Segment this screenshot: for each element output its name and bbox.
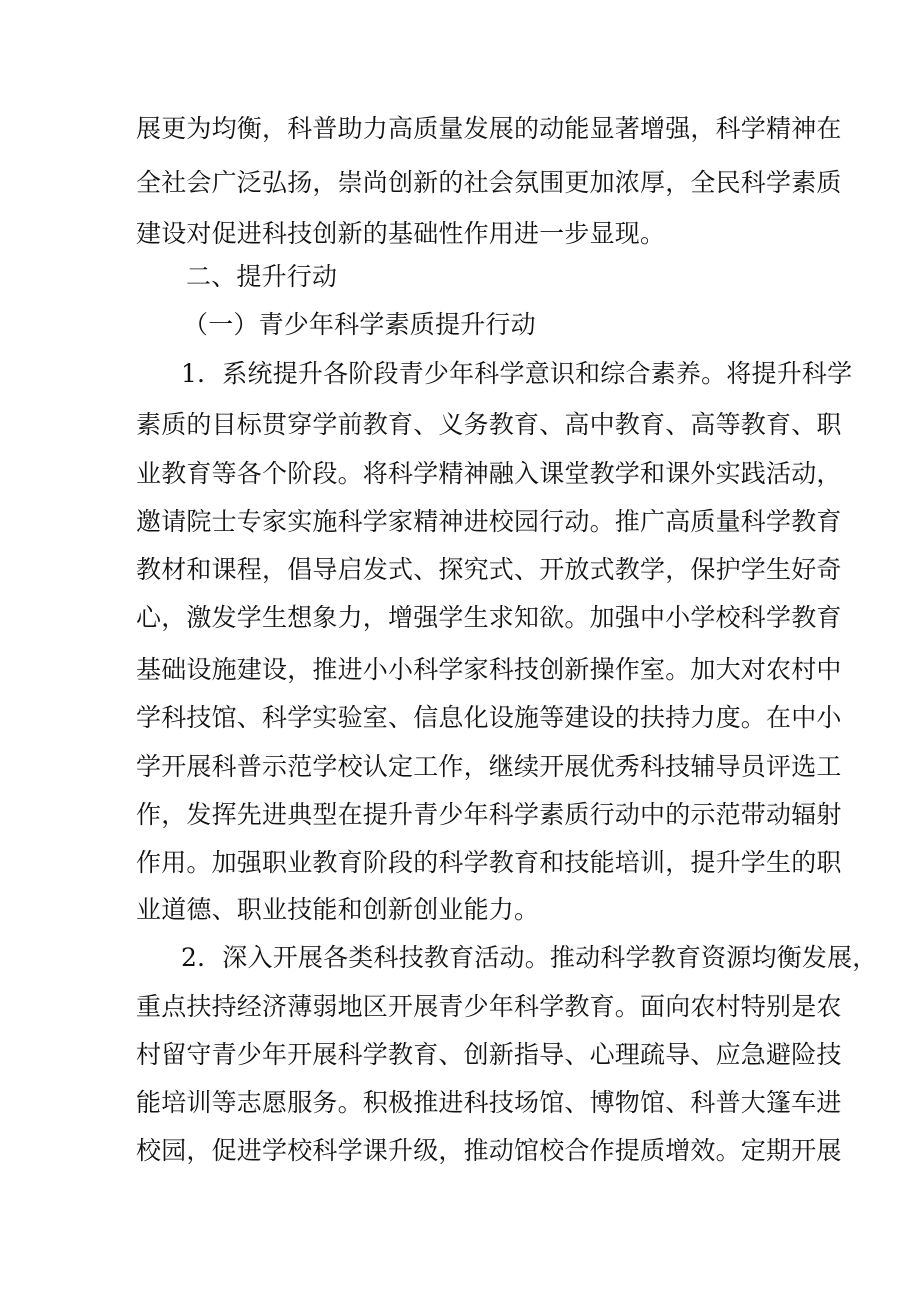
- text-line: 心，激发学生想象力，增强学生求知欲。加强中小学校科学教育: [136, 603, 842, 632]
- text-line: 基础设施建设，推进小小科学家科技创新操作室。加大对农村中: [136, 655, 842, 684]
- text-line: 作，发挥先进典型在提升青少年科学素质行动中的示范带动辐射: [136, 800, 842, 829]
- text-line: 村留守青少年开展科学教育、创新指导、心理疏导、应急避险技: [136, 1040, 842, 1069]
- text-line: 全社会广泛弘扬，崇尚创新的社会氛围更加浓厚，全民科学素质: [136, 168, 842, 197]
- subsection-heading: （一）青少年科学素质提升行动: [183, 310, 536, 339]
- text-line: 教材和课程，倡导启发式、探究式、开放式教学，保护学生好奇: [136, 555, 842, 584]
- text-line: 展更为均衡，科普助力高质量发展的动能显著增强，科学精神在: [136, 114, 842, 143]
- paragraph-start-line: 2．深入开展各类科技教育活动。推动科学教育资源均衡发展，: [181, 943, 878, 972]
- text-line: 能培训等志愿服务。积极推进科技场馆、博物馆、科普大篷车进: [136, 1088, 842, 1117]
- text-line: 素质的目标贯穿学前教育、义务教育、高中教育、高等教育、职: [136, 410, 842, 439]
- text-line: 重点扶持经济薄弱地区开展青少年科学教育。面向农村特别是农: [136, 992, 842, 1021]
- text-line: 作用。加强职业教育阶段的科学教育和技能培训，提升学生的职: [136, 848, 842, 877]
- text-line: 学开展科普示范学校认定工作，继续开展优秀科技辅导员评选工: [136, 752, 842, 781]
- text-line: 业教育等各个阶段。将科学精神融入课堂教学和课外实践活动，: [136, 459, 842, 488]
- text-line: 校园，促进学校科学课升级，推动馆校合作提质增效。定期开展: [136, 1136, 842, 1165]
- section-heading: 二、提升行动: [186, 262, 338, 291]
- paragraph-start-line: 1．系统提升各阶段青少年科学意识和综合素养。将提升科学: [181, 359, 853, 388]
- text-line: 建设对促进科技创新的基础性作用进一步显现。: [136, 219, 666, 248]
- text-line: 学科技馆、科学实验室、信息化设施等建设的扶持力度。在中小: [136, 703, 842, 732]
- text-line: 邀请院士专家实施科学家精神进校园行动。推广高质量科学教育: [136, 507, 842, 536]
- text-line: 业道德、职业技能和创新创业能力。: [136, 895, 540, 924]
